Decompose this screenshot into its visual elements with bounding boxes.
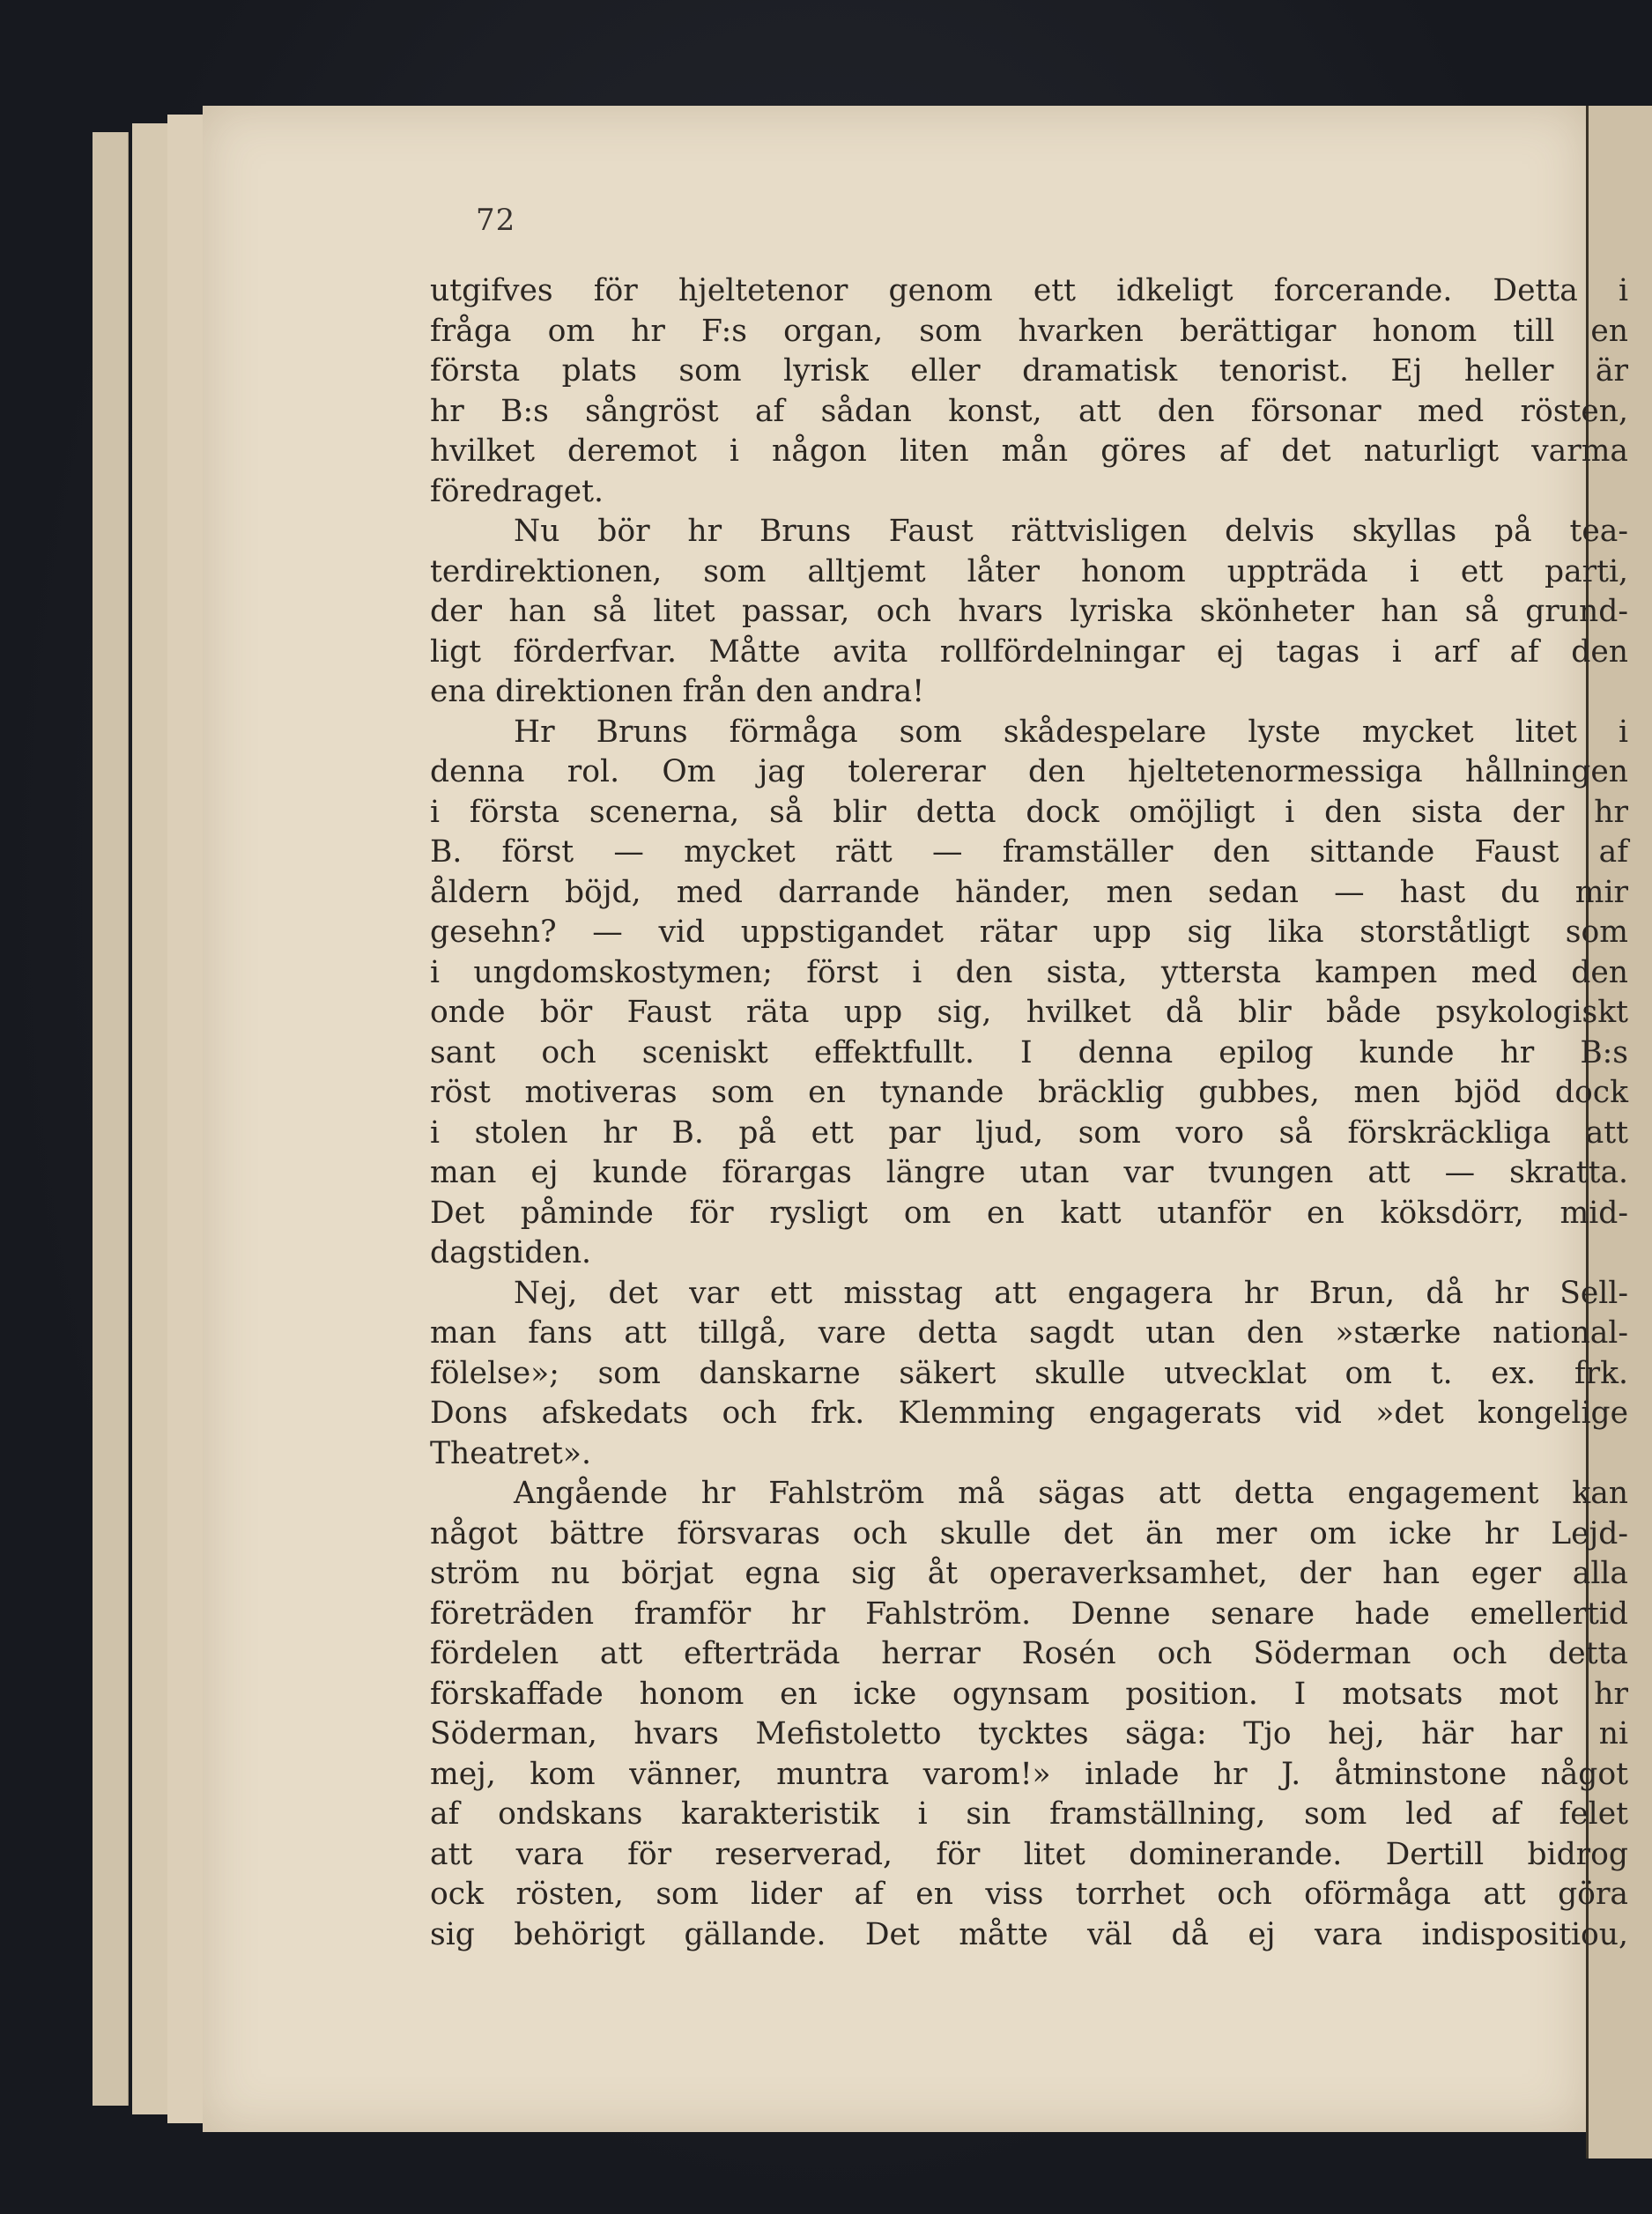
text-line: i första scenerna, så blir detta dock omöjligt i den sista der hr [430,794,1628,830]
text-line: åldern böjd, med darrande händer, men sedan — hast du mir [430,874,1628,910]
text-line: utgifves för hjeltetenor genom ett idkeligt forcerande. Detta i [430,273,1628,308]
page-edge-stack [167,115,204,2123]
text-line: gesehn? — vid uppstigandet rätar upp sig lika storståtligt som [430,914,1628,950]
text-line: röst motiveras som en tynande bräcklig gubbes, men bjöd dock [430,1075,1628,1110]
text-line: ligt förderfvar. Måtte avita rollfördelningar ej tagas i arf af den [430,633,1628,670]
body-text [430,271,1628,1955]
text-line: Dons afskedats och frk. Klemming engagerats vid »det kongelige [430,1396,1628,1431]
text-line: något bättre försvaras och skulle det än mer om icke hr Lejd- [430,1515,1628,1551]
text-line: ena direktionen från den andra! [430,674,925,709]
text-line: fördelen att efterträda herrar Rosén och Söderman och detta [430,1636,1628,1671]
text-line: första plats som lyrisk eller dramatisk tenorist. Ej heller är [430,353,1628,389]
text-line: hvilket deremot i någon liten mån göres af det naturligt varma [430,433,1628,469]
text-line: Theatret». [430,1435,591,1471]
text-line: mej, kom vänner, muntra varom!» inlade hr J. åtminstone något [430,1756,1628,1792]
text-line: föredraget. [430,473,604,509]
text-line: i stolen hr B. på ett par ljud, som voro så förskräckliga att [430,1114,1628,1151]
text-line: man ej kunde förargas längre utan var tvungen att — skratta. [430,1155,1628,1190]
text-line: Angående hr Fahlström må sägas att detta engagement kan [514,1476,1628,1511]
text-line: denna rol. Om jag tolererar den hjeltetenormessiga hållningen [430,754,1628,789]
text-line: der han så litet passar, och hvars lyriska skönheter han så grund- [430,594,1628,629]
text-line: B. först — mycket rätt — framställer den sittande Faust af [430,834,1628,870]
text-line: dagstiden. [430,1235,592,1270]
text-line: Söderman, hvars Mefistoletto tycktes säga: Tjo hej, här har ni [430,1716,1628,1751]
text-line: terdirektionen, som alltjemt låter honom uppträda i ett parti, [430,553,1628,589]
page-edge-stack [132,123,168,2114]
text-line: ström nu börjat egna sig åt operaverksamhet, der han eger alla [430,1556,1628,1591]
text-line: hr B:s sångröst af sådan konst, att den försonar med rösten, [430,393,1628,429]
text-line: förskaffade honom en icke ogynsam position. I motsats mot hr [430,1676,1628,1712]
text-line: Nu bör hr Bruns Faust rättvisligen delvis skyllas på tea- [514,514,1628,549]
book-page [203,106,1628,2132]
text-line: företräden framför hr Fahlström. Denne senare hade emellertid [430,1596,1628,1632]
text-line: sig behörigt gällande. Det måtte väl då ej vara indispositiou, [430,1916,1628,1952]
text-line: att vara för reserverad, för litet dominerande. Dertill bidrog [430,1836,1628,1872]
text-line: Nej, det var ett misstag att engagera hr Brun, då hr Sell- [514,1275,1628,1311]
text-line: onde bör Faust räta upp sig, hvilket då blir både psykologiskt [430,995,1628,1030]
text-line: af ondskans karakteristik i sin framställning, som led af felet [430,1796,1628,1832]
page-edge-stack [93,132,129,2106]
text-line: fölelse»; som danskarne säkert skulle utvecklat om t. ex. frk. [430,1355,1628,1391]
text-line: ock rösten, som lider af en viss torrhet och oförmåga att göra [430,1877,1628,1912]
text-line: Det påminde för rysligt om en katt utanför en köksdörr, mid- [430,1195,1628,1231]
page-number: 72 [476,203,516,238]
text-line: man fans att tillgå, vare detta sagdt utan den »stærke national- [430,1315,1628,1351]
text-line: Hr Bruns förmåga som skådespelare lyste mycket litet i [514,714,1628,750]
text-line: sant och sceniskt effektfullt. I denna epilog kunde hr B:s [430,1034,1628,1070]
text-line: i ungdomskostymen; först i den sista, yttersta kampen med den [430,954,1628,990]
text-line: fråga om hr F:s organ, som hvarken berättigar honom till en [430,313,1628,349]
